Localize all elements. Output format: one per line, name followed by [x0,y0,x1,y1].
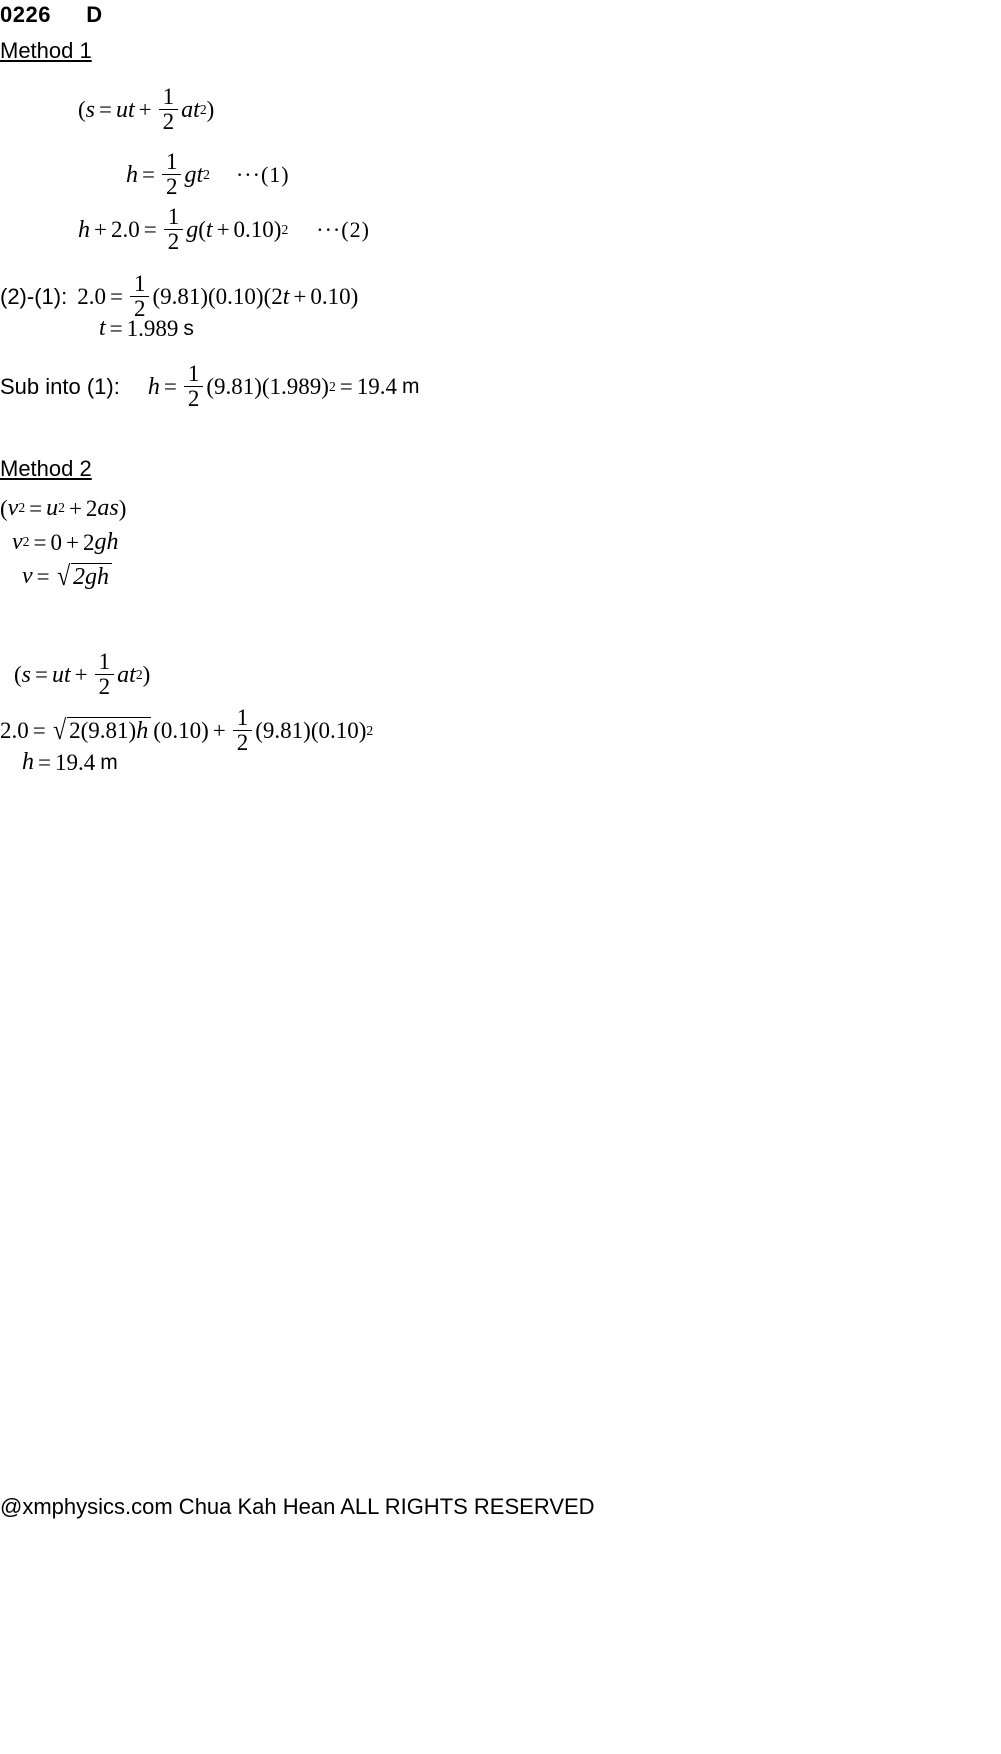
question-number: 0226 [0,2,51,27]
equation-v-sqrt: v = √ 2gh [22,563,114,590]
step-label-sub: Sub into (1): [0,373,120,399]
equation-method2-final: 2.0 = √ 2(9.81)h (0.10) + $\frac{1}{2}$ (9.81)(0.10) 2 [0,705,374,756]
result-height-method-2: h = 19.4 m [22,749,118,775]
equation-2-tag: ···(2) [316,216,370,242]
formula-suvat-velocity: ( v 2 = u 2 + 2 as ) [0,495,127,521]
answer-letter: D [86,2,103,27]
equation-2: h + 2.0 = $\frac{1}{2}$ g ( t + 0.10) 2 ···(2) [78,205,374,254]
equation-1: h = $\frac{1}{2}$ gt 2 ···(1) [126,150,294,199]
section-heading-method-1: Method 1 [0,38,92,63]
section-heading-method-2: Method 2 [0,456,92,481]
formula-suvat-displacement: ( s = ut + $\frac{1}{2}$ at 2 ) [78,84,215,135]
formula-suvat-displacement-2: ( s = ut + $\frac{1}{2}$ at 2 ) [14,649,151,700]
question-number-line [0,2,103,28]
equation-v-squared: v 2 = 0 + 2 gh [12,529,119,555]
equation-difference: (2)-(1): 2.0 = $\frac{1}{2}$ (9.81)(0.10)(2 t + 0.10) [0,271,359,322]
footer-copyright: @xmphysics.com Chua Kah Hean ALL RIGHTS RESERVED [0,1494,595,1519]
step-label-difference: (2)-(1): [0,283,68,309]
result-time: t = 1.989 s [99,315,194,341]
equation-1-tag: ···(1) [235,161,290,187]
substitution-into-equation-1: Sub into (1): h = $\frac{1}{2}$ (9.81)(1.989) 2 = 19.4 m [0,361,420,412]
